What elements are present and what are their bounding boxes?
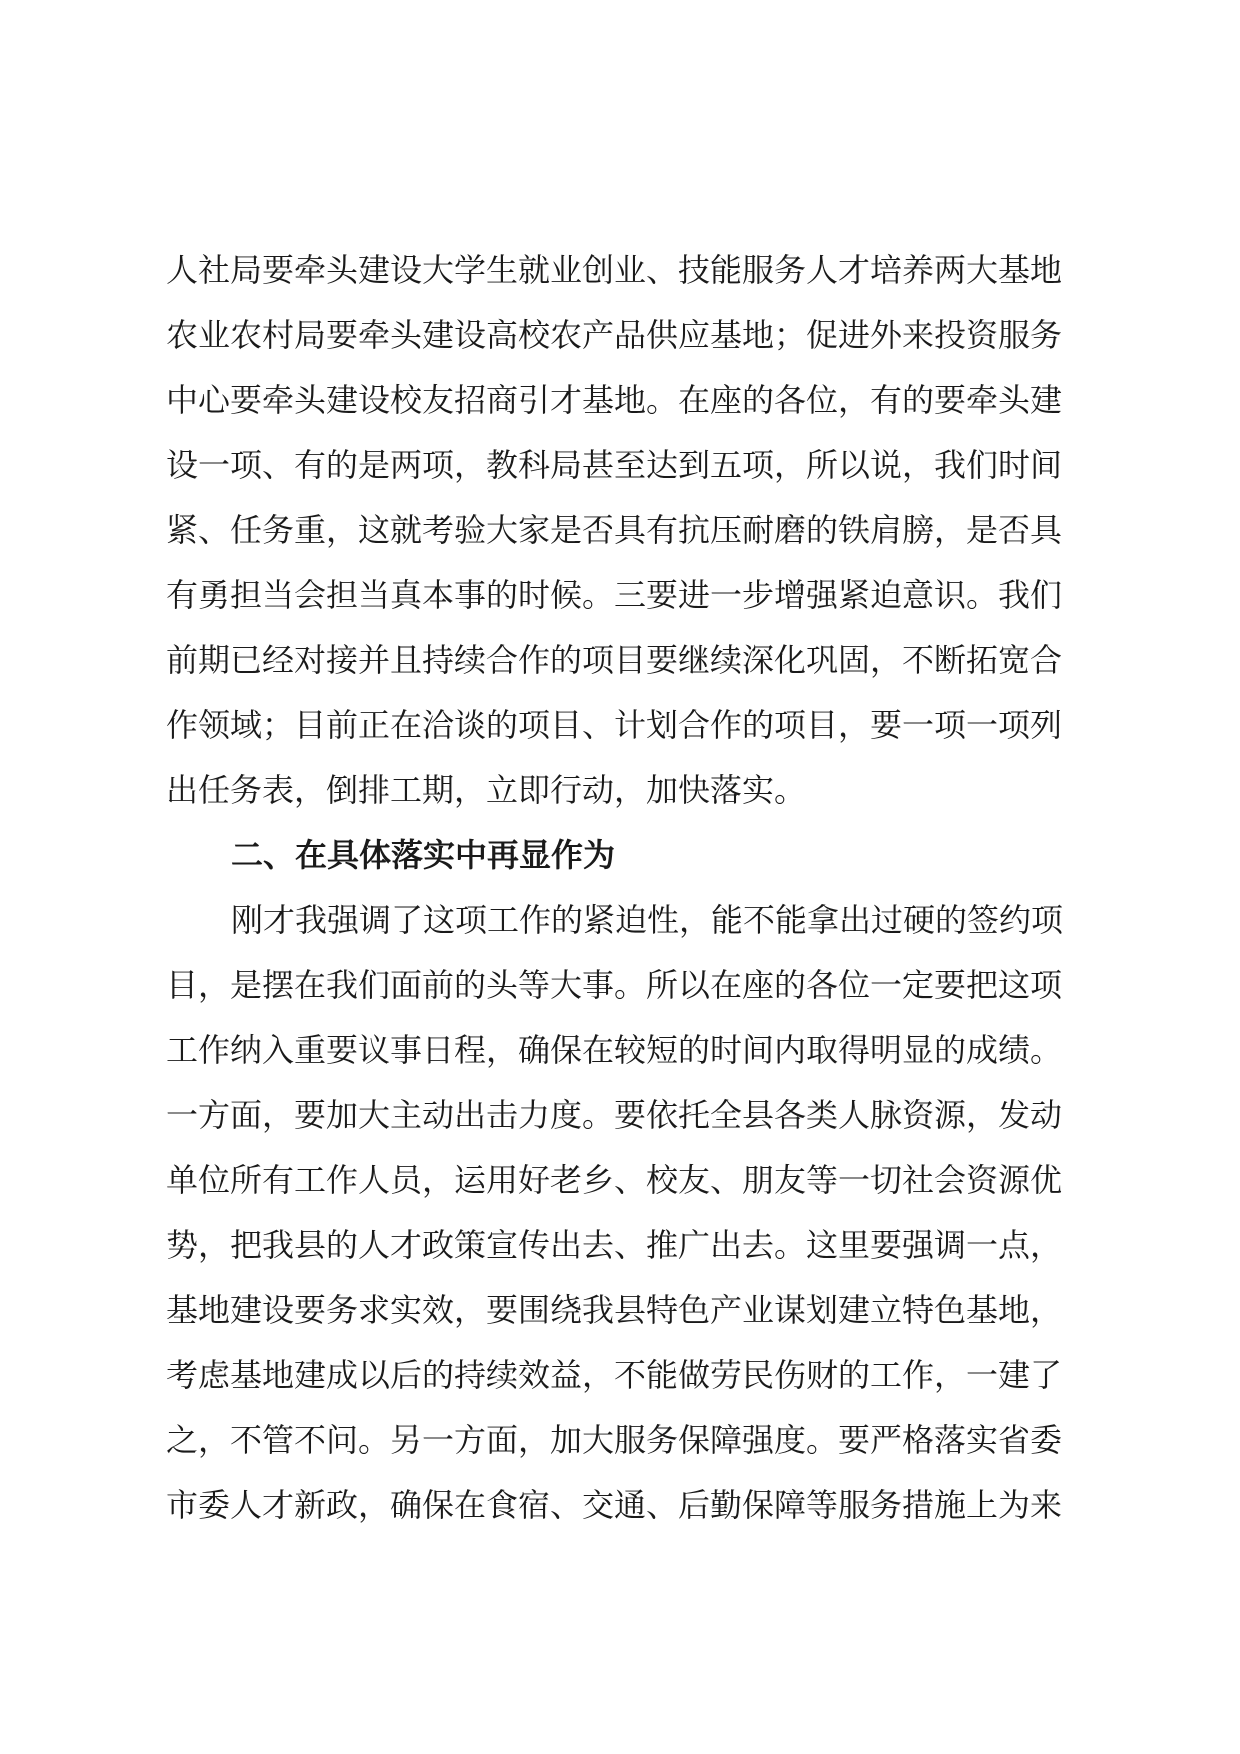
paragraph-line: 目，是摆在我们面前的头等大事。所以在座的各位一定要把这项 (166, 966, 1063, 1004)
paragraph-line: 设一项、有的是两项，教科局甚至达到五项，所以说，我们时间 (166, 446, 1063, 484)
paragraph-line: 刚才我强调了这项工作的紧迫性，能不能拿出过硬的签约项 (231, 901, 1064, 939)
paragraph-line: 紧、任务重，这就考验大家是否具有抗压耐磨的铁肩膀，是否具 (166, 511, 1063, 549)
body-text (166, 238, 1096, 1538)
paragraph-line: 单位所有工作人员，运用好老乡、校友、朋友等一切社会资源优 (166, 1161, 1063, 1199)
paragraph-line: 势，把我县的人才政策宣传出去、推广出去。这里要强调一点， (166, 1226, 1063, 1264)
paragraph-line: 考虑基地建成以后的持续效益，不能做劳民伤财的工作，一建了 (166, 1356, 1063, 1394)
section-heading: 二、在具体落实中再显作为 (231, 836, 616, 874)
paragraph-line: 人社局要牵头建设大学生就业创业、技能服务人才培养两大基地 (166, 251, 1063, 289)
paragraph-line: 有勇担当会担当真本事的时候。三要进一步增强紧迫意识。我们 (166, 576, 1063, 614)
paragraph-line: 基地建设要务求实效，要围绕我县特色产业谋划建立特色基地， (166, 1291, 1063, 1329)
paragraph-line: 之，不管不问。另一方面，加大服务保障强度。要严格落实省委 (166, 1421, 1063, 1459)
paragraph-line: 出任务表，倒排工期，立即行动，加快落实。 (166, 771, 807, 809)
paragraph-line: 作领域；目前正在洽谈的项目、计划合作的项目，要一项一项列 (166, 706, 1063, 744)
paragraph-line: 一方面，要加大主动出击力度。要依托全县各类人脉资源，发动 (166, 1096, 1063, 1134)
paragraph-line: 工作纳入重要议事日程，确保在较短的时间内取得明显的成绩。 (166, 1031, 1063, 1069)
paragraph-line: 前期已经对接并且持续合作的项目要继续深化巩固，不断拓宽合 (166, 641, 1063, 679)
paragraph-line: 农业农村局要牵头建设高校农产品供应基地；促进外来投资服务 (166, 316, 1063, 354)
paragraph-line: 中心要牵头建设校友招商引才基地。在座的各位，有的要牵头建 (166, 381, 1063, 419)
paragraph-line: 市委人才新政，确保在食宿、交通、后勤保障等服务措施上为来 (166, 1486, 1063, 1524)
